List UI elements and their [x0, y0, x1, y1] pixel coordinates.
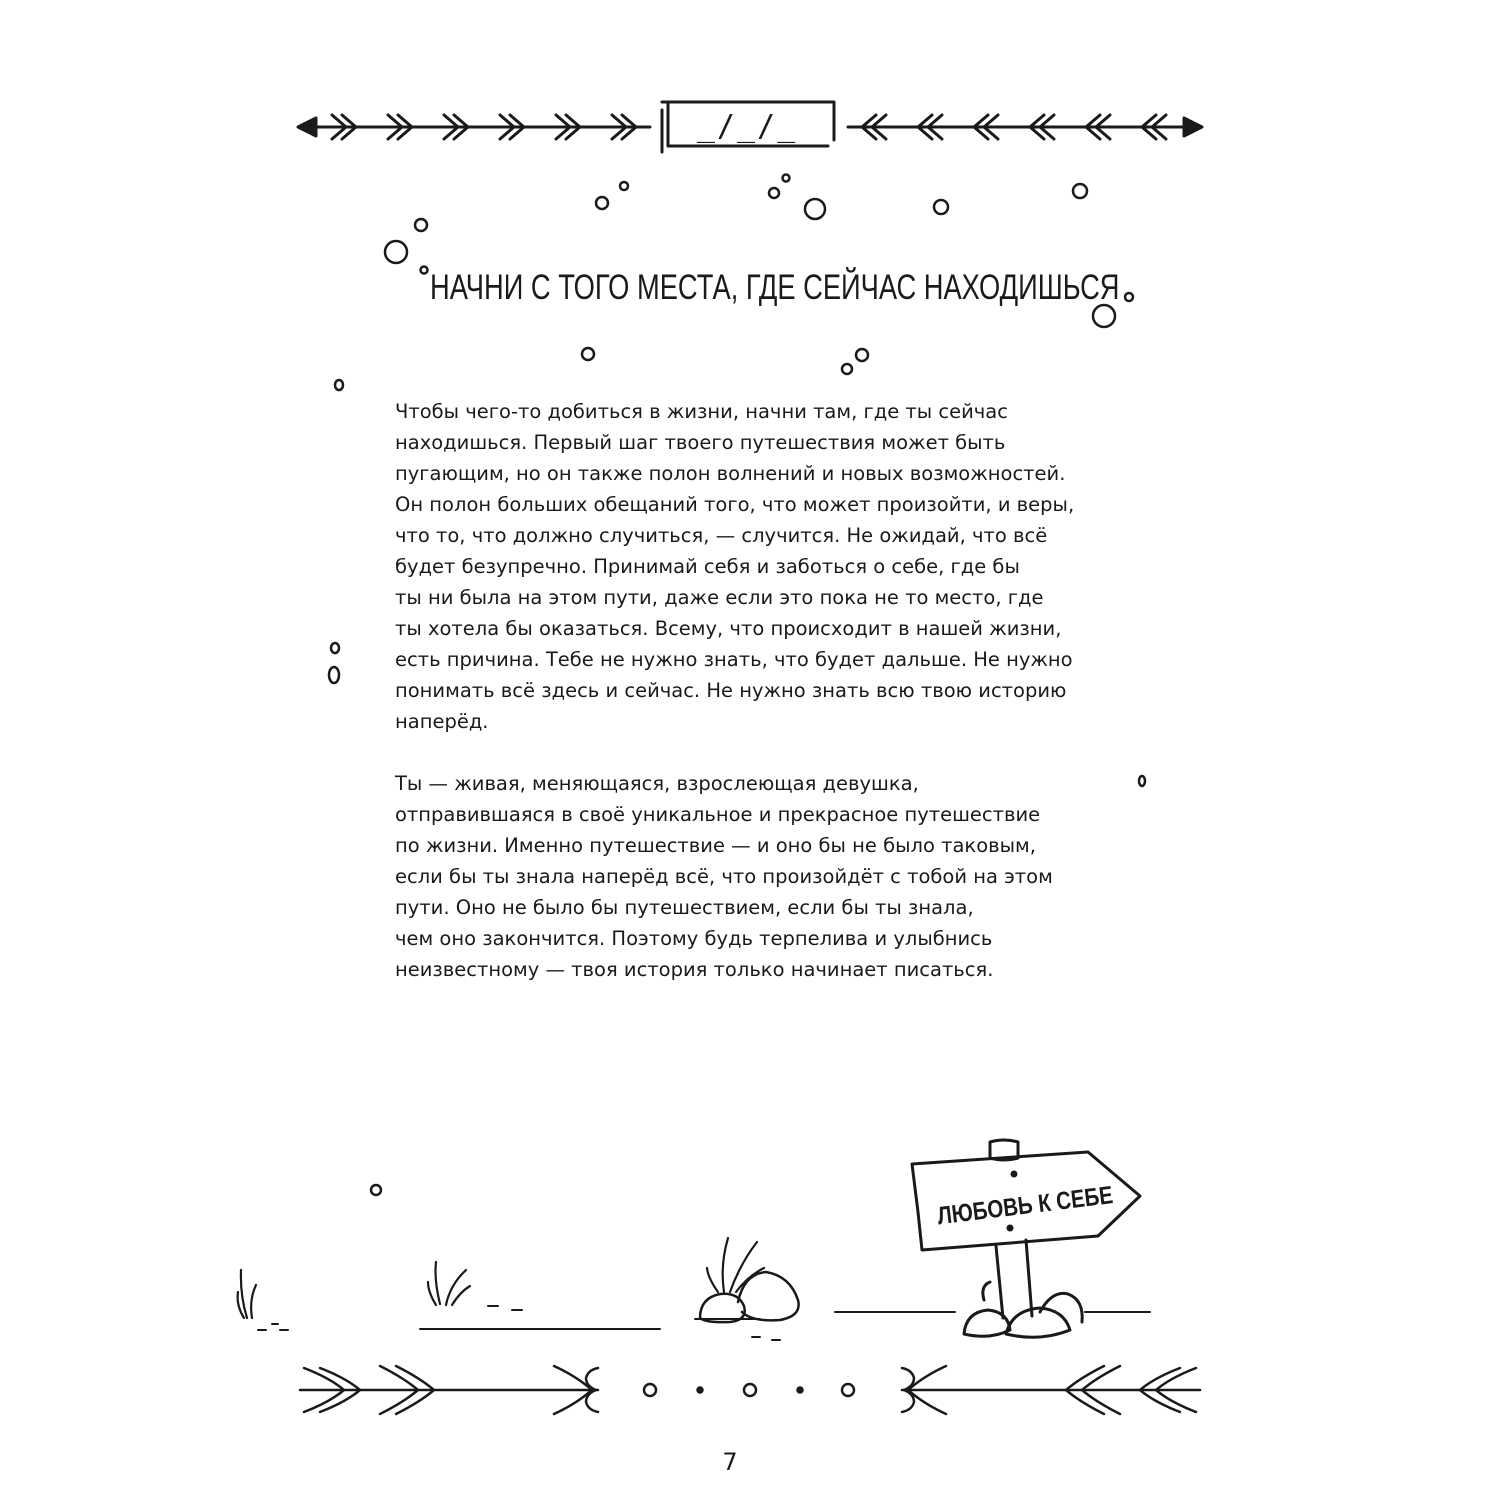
- paragraph-1: [395, 396, 1125, 737]
- footer-right-arrow-icon: [902, 1366, 1200, 1414]
- text-line: наперёд.: [395, 710, 489, 733]
- text-line: Ты — живая, меняющаяся, взрослеющая девушка,: [395, 772, 919, 795]
- header-right-arrow-icon: [848, 115, 1202, 139]
- text-line: есть причина. Тебе не нужно знать, что будет дальше. Не нужно: [395, 648, 1073, 671]
- header-left-arrow-icon: [298, 115, 650, 139]
- text-line: ты ни была на этом пути, даже если это пока не то место, где: [395, 586, 1044, 609]
- text-line: пугающим, но он также полон волнений и новых возможностей.: [395, 462, 1066, 485]
- text-line: отправившаяся в своё уникальное и прекрасное путешествие: [395, 803, 1041, 826]
- text-line: будет безупречно. Принимай себя и заботься о себе, где бы: [395, 555, 1020, 578]
- signpost-label: ЛЮБОВЬ К СЕБЕ: [935, 1181, 1115, 1231]
- body-text: [395, 396, 1125, 985]
- text-line: по жизни. Именно путешествие — и оно бы не было таковым,: [395, 834, 1036, 857]
- footer-dots-icon: [644, 1384, 854, 1396]
- date-placeholder: _/_/_: [696, 109, 798, 144]
- text-line: пути. Оно не было бы путешествием, если бы ты знала,: [395, 896, 974, 919]
- text-line: чем оно закончится. Поэтому будь терпелива и улыбнись: [395, 927, 993, 950]
- text-line: ты хотела бы оказаться. Всему, что происходит в нашей жизни,: [395, 617, 1062, 640]
- rocks-icon: [700, 1272, 799, 1322]
- text-line: неизвестному — твоя история только начинает писаться.: [395, 958, 994, 981]
- text-line: Чтобы чего-то добиться в жизни, начни там, где ты сейчас: [395, 400, 1008, 423]
- text-line: если бы ты знала наперёд всё, что произойдёт с тобой на этом: [395, 865, 1053, 888]
- text-line: понимать всё здесь и сейчас. Не нужно знать всю твою историю: [395, 679, 1067, 702]
- footer-left-arrow-icon: [300, 1366, 598, 1414]
- text-line: что то, что должно случиться, — случится. Не ожидай, что всё: [395, 524, 1048, 547]
- grass-icon: [238, 1238, 764, 1318]
- text-line: находишься. Первый шаг твоего путешествия может быть: [395, 431, 1006, 454]
- page-title: НАЧНИ С ТОГО МЕСТА, ГДЕ СЕЙЧАС НАХОДИШЬСЯ: [430, 268, 1120, 307]
- text-line: Он полон больших обещаний того, что может произойти, и веры,: [395, 493, 1075, 516]
- paragraph-2: [395, 768, 1125, 985]
- page-number: 7: [722, 1448, 738, 1476]
